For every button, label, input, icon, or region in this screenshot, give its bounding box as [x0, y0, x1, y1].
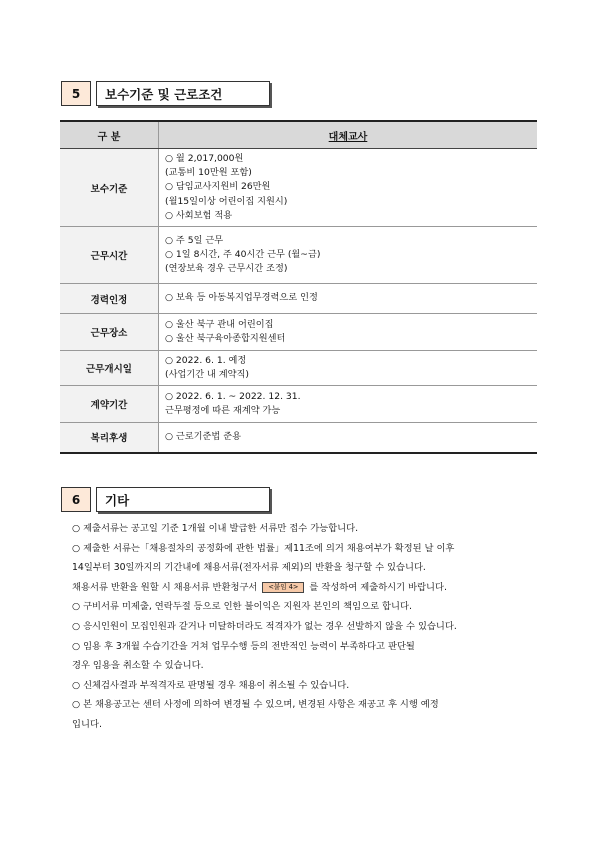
section-title: 보수기준 및 근로조건	[96, 81, 270, 106]
content-line: ○ 2022. 6. 1. ~ 2022. 12. 31.	[165, 390, 301, 402]
notice-line: ○ 본 채용공고는 센터 사정에 의하여 변경될 수 있으며, 변경된 사항은 재공고 후 시행 예정	[72, 699, 439, 711]
notice-text: 채용서류 반환을 원할 시 채용서류 반환청구서	[72, 581, 261, 593]
content-line: ○ 보육 등 아동복지업무경력으로 인정	[165, 292, 318, 304]
row-content	[159, 386, 538, 423]
notice-line: 경우 임용을 취소할 수 있습니다.	[72, 660, 204, 672]
row-label: 근무개시일	[60, 351, 159, 386]
content-line: (교통비 10만원 포함)	[165, 167, 252, 179]
notice-line	[72, 578, 542, 598]
section-title: 기타	[96, 487, 270, 512]
content-line: ○ 1일 8시간, 주 40시간 근무 (월~금)	[165, 248, 321, 260]
notice-item	[72, 637, 542, 676]
content-line: (월15일이상 어린이집 지원시)	[165, 195, 288, 207]
row-label: 복리후생	[60, 423, 159, 453]
table-row	[60, 227, 537, 284]
notice-item	[72, 578, 542, 598]
row-label: 근무시간	[60, 227, 159, 284]
row-label: 계약기간	[60, 386, 159, 423]
notice-item	[72, 597, 542, 617]
content-line: (사업기간 내 계약직)	[165, 369, 250, 380]
table-row	[60, 423, 537, 453]
header-substitute-teacher	[159, 121, 538, 149]
notice-line: ○ 제출서류는 공고일 기준 1개월 이내 발급한 서류만 접수 가능합니다.	[72, 523, 359, 534]
notice-line: ○ 제출한 서류는「채용절차의 공정화에 관한 법률」제11조에 의거 채용여부가 확정된 날 이후	[72, 542, 455, 554]
header-substitute-teacher-label: 대체교사	[328, 131, 368, 143]
section-number: 6	[61, 487, 91, 512]
row-label: 보수기준	[60, 149, 159, 227]
notice-list	[72, 519, 542, 735]
notice-line: ○ 구비서류 미제출, 연락두절 등으로 인한 불이익은 지원자 본인의 책임으로 합니다.	[72, 601, 412, 613]
content-line: ○ 울산 북구 관내 어린이집	[165, 318, 274, 330]
content-line: ○ 2022. 6. 1. 예정	[165, 354, 247, 366]
row-content	[159, 284, 538, 314]
notice-item	[72, 617, 542, 637]
table-row	[60, 351, 537, 386]
row-content	[159, 423, 538, 453]
content-line: (연장보육 경우 근무시간 조정)	[165, 263, 288, 275]
attachment-tag: <붙임 4>	[262, 582, 304, 593]
work-conditions-table	[60, 120, 537, 454]
row-content	[159, 351, 538, 386]
section-number: 5	[61, 81, 91, 106]
notice-line: ○ 임용 후 3개월 수습기간을 거쳐 업무수행 등의 전반적인 능력이 부족하다고 판단될	[72, 640, 415, 652]
notice-text: 를 작성하여 제출하시기 바랍니다.	[306, 581, 447, 593]
row-content	[159, 227, 538, 284]
notice-line: 입니다.	[72, 718, 102, 730]
notice-item	[72, 695, 542, 734]
table-row	[60, 149, 537, 227]
row-content	[159, 149, 538, 227]
row-label: 근무장소	[60, 314, 159, 351]
notice-line: 14일부터 30일까지의 기간내에 채용서류(전자서류 제외)의 반환을 청구할 수 있습니다.	[72, 562, 426, 574]
content-line: ○ 울산 북구육아종합지원센터	[165, 333, 286, 344]
content-line: ○ 근로기준법 준용	[165, 431, 241, 443]
content-line: ○ 사회보험 적용	[165, 209, 233, 221]
header-category: 구 분	[60, 121, 159, 149]
notice-item	[72, 676, 542, 696]
notice-item	[72, 519, 542, 539]
table-header-row	[60, 121, 537, 149]
notice-line: ○ 응시인원이 모집인원과 같거나 미달하더라도 적격자가 없는 경우 선발하지 않을 수 있습니다.	[72, 620, 457, 632]
content-line: ○ 월 2,017,000원	[165, 152, 244, 164]
content-line: ○ 주 5일 근무	[165, 234, 224, 246]
row-label: 경력인정	[60, 284, 159, 314]
table-row	[60, 314, 537, 351]
table-row	[60, 386, 537, 423]
notice-line: ○ 신체검사결과 부적격자로 판명될 경우 채용이 취소될 수 있습니다.	[72, 679, 350, 691]
content-line: 근무평정에 따른 재계약 가능	[165, 405, 281, 416]
notice-item	[72, 539, 542, 578]
row-content	[159, 314, 538, 351]
section-6-header	[61, 487, 270, 514]
content-line: ○ 담임교사지원비 26만원	[165, 181, 271, 193]
section-5-header	[61, 81, 270, 108]
table-row	[60, 284, 537, 314]
